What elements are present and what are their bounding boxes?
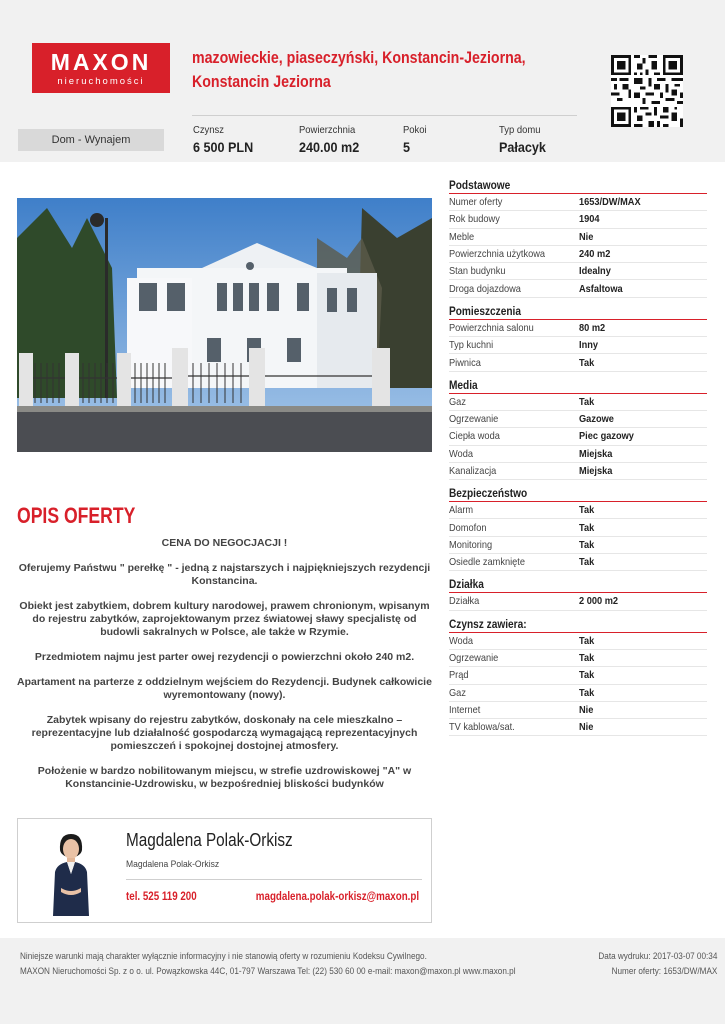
spec-key	[449, 248, 579, 260]
metric-label: Typ domu	[499, 124, 541, 136]
spec-value-text: Miejska	[579, 465, 613, 477]
spec-value-text: Idealny	[579, 265, 611, 278]
spec-section-title	[449, 579, 707, 593]
agent-card	[17, 818, 432, 923]
spec-key	[449, 635, 579, 647]
metric-rent	[193, 124, 260, 155]
spec-section-label: Media	[449, 379, 478, 392]
spec-key-text: Powierzchnia salonu	[449, 321, 534, 334]
spec-row	[449, 502, 707, 519]
spec-key	[449, 687, 579, 699]
spec-row	[449, 337, 707, 354]
spec-value-text: Tak	[579, 538, 595, 551]
spec-value	[579, 687, 707, 699]
spec-row	[449, 320, 707, 337]
spec-key	[449, 669, 579, 681]
footer	[0, 938, 725, 1024]
spec-row	[449, 428, 707, 445]
footer-offer-number: Numer oferty: 1653/DW/MAX	[611, 966, 717, 977]
spec-key-text: Woda	[449, 634, 473, 647]
spec-section-title	[449, 619, 707, 633]
metric-value: 6 500 PLN	[193, 139, 254, 155]
spec-value-text: Tak	[579, 504, 595, 517]
header-divider	[192, 115, 577, 116]
spec-value	[579, 635, 707, 647]
footer-right	[598, 949, 717, 979]
logo-tagline: nieruchomości	[57, 76, 145, 87]
spec-row	[449, 280, 707, 297]
spec-key	[449, 196, 579, 208]
spec-row	[449, 554, 707, 571]
spec-row	[449, 394, 707, 411]
spec-row	[449, 537, 707, 554]
spec-value-text: Piec gazowy	[579, 430, 634, 443]
description-paragraph: Apartament na parterze z oddzielnym wejściem do Rezydencji. Budynek całkowicie wyremontowany (nowy).	[17, 676, 432, 701]
description-paragraph: Oferujemy Państwu " perełkę " - jedną z najstarszych i najpiękniejszych rezydencji Konstancina.	[18, 562, 431, 587]
spec-key	[449, 430, 579, 442]
spec-row	[449, 354, 707, 371]
spec-value-text: Nie	[579, 230, 594, 243]
description-title: OPIS OFERTY	[17, 503, 136, 528]
spec-value	[579, 339, 707, 351]
spec-key	[449, 556, 579, 568]
spec-key-text: Droga dojazdowa	[449, 282, 521, 295]
spec-key	[449, 504, 579, 516]
description-paragraph: Zabytek wpisany do rejestru zabytków, doskonały na cele mieszkalno – reprezentacyjne lub działalność gospodarczą wymagającą reprezentacyjnych pomieszczeń i spokojnej dostojnej atmosfery.	[31, 714, 418, 752]
agent-phone-link[interactable]: tel. 525 119 200	[126, 891, 197, 903]
spec-value	[579, 213, 707, 225]
spec-value-text: 2 000 m2	[579, 595, 619, 608]
agent-avatar	[41, 828, 101, 916]
spec-section-label: Podstawowe	[449, 180, 511, 192]
spec-key	[449, 357, 579, 369]
spec-value	[579, 265, 707, 277]
spec-value	[579, 595, 707, 607]
metric-value: Pałacyk	[499, 139, 546, 155]
spec-row	[449, 463, 707, 480]
spec-key	[449, 465, 579, 477]
metric-area	[299, 124, 366, 155]
footer-disclaimer: Niniejsze warunki mają charakter wyłącznie informacyjny i nie stanowią oferty w rozumieniu Kodeksu Cywilnego.	[20, 951, 427, 962]
spec-key	[449, 231, 579, 243]
spec-row	[449, 411, 707, 428]
spec-row	[449, 229, 707, 246]
spec-value-text: Inny	[579, 339, 599, 352]
spec-row	[449, 446, 707, 463]
spec-key-text: Działka	[449, 595, 480, 608]
spec-value-text: 1653/DW/MAX	[579, 196, 641, 209]
footer-print-date: Data wydruku: 2017-03-07 00:34	[597, 951, 717, 962]
metric-rooms	[403, 124, 429, 155]
specs-column	[449, 180, 707, 736]
spec-section-title	[449, 306, 707, 320]
spec-value	[579, 448, 707, 460]
header	[0, 0, 725, 162]
spec-section-label: Działka	[449, 579, 484, 592]
spec-key-text: Rok budowy	[449, 213, 500, 226]
spec-value	[579, 539, 707, 551]
spec-row	[449, 194, 707, 211]
spec-row	[449, 246, 707, 263]
spec-value-text: Tak	[579, 556, 595, 569]
footer-left	[20, 949, 516, 979]
spec-key-text: Piwnica	[449, 356, 481, 369]
spec-row	[449, 685, 707, 702]
spec-value	[579, 652, 707, 664]
description-paragraph: Przedmiotem najmu jest parter owej rezydencji o powierzchni około 240 m2.	[34, 651, 415, 663]
spec-key-text: Numer oferty	[449, 196, 503, 209]
qr-code-icon	[611, 55, 683, 127]
spec-value-text: 80 m2	[579, 321, 606, 334]
spec-value-text: Gazowe	[579, 413, 614, 426]
spec-key-text: Ogrzewanie	[449, 413, 499, 426]
spec-key-text: Stan budynku	[449, 265, 506, 278]
spec-row	[449, 593, 707, 610]
spec-key	[449, 339, 579, 351]
logo-wordmark: MAXON	[50, 49, 152, 75]
spec-value	[579, 248, 707, 260]
spec-value	[579, 413, 707, 425]
spec-value-text: Tak	[579, 669, 595, 682]
spec-key-text: Internet	[449, 703, 481, 716]
spec-key-text: Powierzchnia użytkowa	[449, 248, 546, 261]
spec-section-title	[449, 488, 707, 502]
description-text	[17, 537, 432, 803]
description-paragraph: CENA DO NEGOCJACJI !	[161, 537, 288, 549]
description-paragraph: Obiekt jest zabytkiem, dobrem kultury narodowej, prawem chronionym, wpisanym do rejestru zabytków, zaprojektowanym przez światowej sławy specjalistę od budowli sakralnych w Polsce, ale także w Rzymie.	[19, 600, 430, 638]
spec-row	[449, 650, 707, 667]
spec-key-text: Gaz	[449, 686, 466, 699]
spec-key	[449, 721, 579, 733]
agent-name: Magdalena Polak-Orkisz	[126, 830, 293, 850]
spec-key-text: Alarm	[449, 504, 474, 517]
spec-key-text: Prąd	[449, 669, 469, 682]
spec-key-text: Woda	[449, 447, 473, 460]
agent-subtitle: Magdalena Polak-Orkisz	[126, 859, 220, 870]
spec-value-text: Tak	[579, 634, 595, 647]
spec-value	[579, 522, 707, 534]
spec-key-text: Domofon	[449, 521, 487, 534]
spec-key	[449, 652, 579, 664]
spec-key-text: Ogrzewanie	[449, 652, 499, 665]
spec-key-text: Ciepła woda	[449, 430, 500, 443]
spec-section-title	[449, 180, 707, 194]
spec-value	[579, 669, 707, 681]
metric-value: 240.00 m2	[299, 139, 360, 155]
spec-value	[579, 430, 707, 442]
spec-row	[449, 519, 707, 536]
metric-label: Czynsz	[193, 124, 224, 136]
footer-company: MAXON Nieruchomości Sp. z o o. ul. Powązkowska 44C, 01-797 Warszawa Tel: (22) 530 60 00 e-mail: maxon@maxon.pl www.maxon.pl	[20, 966, 516, 977]
spec-key-text: Gaz	[449, 395, 466, 408]
spec-value	[579, 396, 707, 408]
spec-section-label: Czynsz zawiera:	[449, 618, 527, 631]
spec-value	[579, 196, 707, 208]
spec-row	[449, 702, 707, 719]
spec-key-text: TV kablowa/sat.	[449, 721, 515, 734]
spec-section-label: Bezpieczeństwo	[449, 488, 528, 501]
spec-value-text: 240 m2	[579, 248, 611, 261]
spec-value-text: 1904	[579, 213, 600, 226]
spec-key	[449, 213, 579, 225]
spec-value-text: Nie	[579, 721, 594, 734]
spec-value-text: Tak	[579, 395, 595, 408]
spec-key-text: Monitoring	[449, 538, 493, 551]
spec-key-text: Osiedle zamknięte	[449, 556, 526, 569]
spec-value-text: Tak	[579, 356, 595, 369]
spec-value	[579, 465, 707, 477]
spec-value	[579, 231, 707, 243]
metric-label: Pokoi	[403, 124, 427, 136]
spec-row	[449, 719, 707, 736]
offer-location: mazowieckie, piaseczyński, Konstancin-Jeziorna, Konstancin Jeziorna	[192, 49, 526, 91]
spec-key	[449, 522, 579, 534]
metric-value: 5	[403, 139, 411, 155]
metric-house-type	[499, 124, 551, 155]
description-paragraph: Położenie w bardzo nobilitowanym miejscu, w strefie uzdrowiskowej "A" w Konstancinie-Uzdrowisku, w bezpośredniej bliskości budynków	[37, 765, 412, 790]
spec-section-title	[449, 380, 707, 394]
spec-key	[449, 396, 579, 408]
spec-value	[579, 322, 707, 334]
spec-value-text: Tak	[579, 652, 595, 665]
spec-key	[449, 539, 579, 551]
spec-key	[449, 265, 579, 277]
maxon-logo[interactable]	[32, 43, 170, 93]
spec-row	[449, 633, 707, 650]
property-photo[interactable]	[17, 198, 432, 452]
spec-key-text: Typ kuchni	[449, 339, 494, 352]
spec-value-text: Tak	[579, 521, 595, 534]
agent-email-link[interactable]: magdalena.polak-orkisz@maxon.pl	[255, 891, 419, 903]
spec-value	[579, 556, 707, 568]
spec-key	[449, 704, 579, 716]
spec-key	[449, 413, 579, 425]
spec-value	[579, 721, 707, 733]
spec-key	[449, 448, 579, 460]
spec-key	[449, 595, 579, 607]
spec-row	[449, 211, 707, 228]
spec-value	[579, 504, 707, 516]
agent-divider	[126, 879, 422, 880]
spec-value	[579, 704, 707, 716]
spec-key-text: Kanalizacja	[449, 465, 497, 477]
spec-value-text: Asfaltowa	[579, 282, 623, 295]
spec-row	[449, 263, 707, 280]
spec-value	[579, 357, 707, 369]
spec-key	[449, 283, 579, 295]
spec-section-label: Pomieszczenia	[449, 305, 522, 318]
spec-key-text: Meble	[449, 230, 475, 243]
spec-value	[579, 283, 707, 295]
spec-value-text: Tak	[579, 686, 595, 699]
spec-row	[449, 667, 707, 684]
spec-value-text: Nie	[579, 703, 594, 716]
metric-label: Powierzchnia	[299, 124, 356, 136]
spec-value-text: Miejska	[579, 447, 613, 460]
spec-key	[449, 322, 579, 334]
offer-type-badge: Dom - Wynajem	[18, 129, 164, 151]
